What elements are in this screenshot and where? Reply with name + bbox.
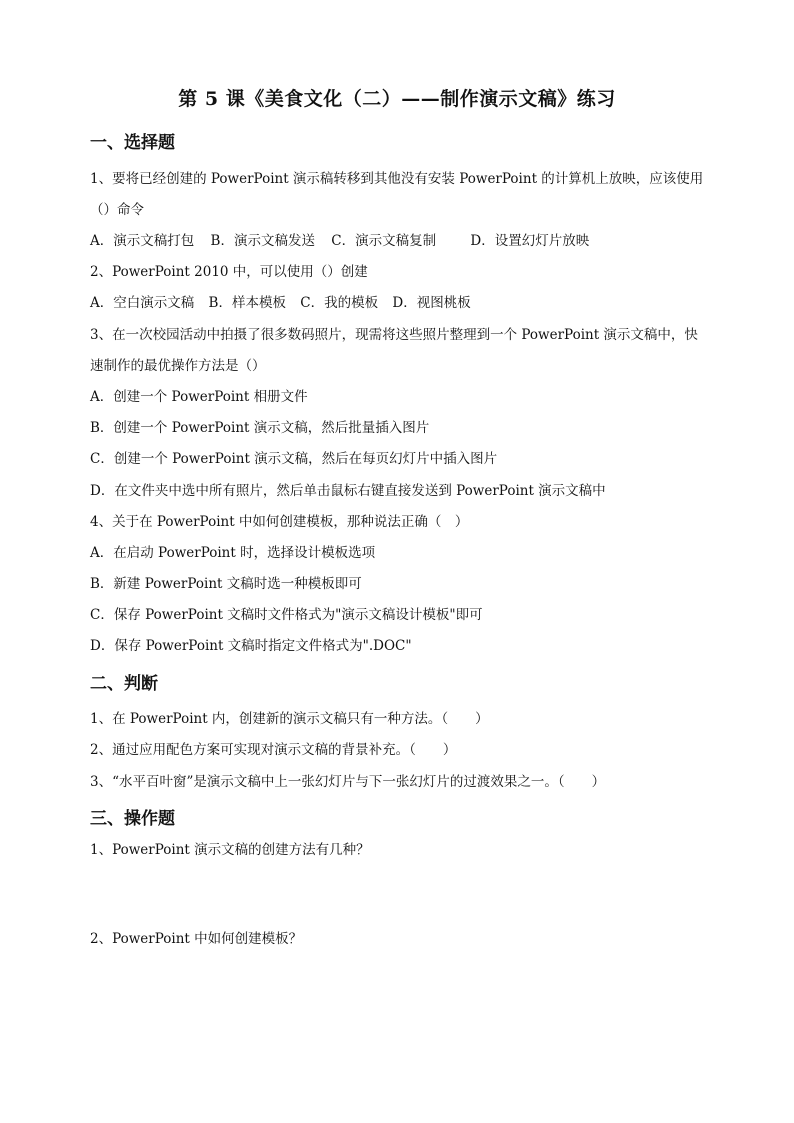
question-3-line-1: 3、在一次校园活动中拍摄了很多数码照片，现需将这些照片整理到一个 PowerPoint 演示文稿中，快 (90, 327, 698, 343)
question-3-option-d: D．在文件夹中选中所有照片，然后单击鼠标右键直接发送到 PowerPoint 演示文稿中 (90, 483, 606, 499)
judgement-item-3: 3、“水平百叶窗”是演示文稿中上一张幻灯片与下一张幻灯片的过渡效果之一。（ ） (90, 774, 606, 790)
option-b: B．样本模板 (208, 295, 286, 311)
judgement-item-2: 2、通过应用配色方案可实现对演示文稿的背景补充。（ ） (90, 742, 457, 758)
question-4-option-b: B．新建 PowerPoint 文稿时选一种模板即可 (90, 576, 362, 592)
question-4-option-c: C．保存 PowerPoint 文稿时文件格式为"演示文稿设计模板"即可 (90, 607, 483, 623)
option-d: D．视图桃板 (392, 295, 471, 311)
question-2-options (90, 291, 471, 311)
option-a: A．演示文稿打包 (90, 233, 195, 249)
operation-item-1: 1、PowerPoint 演示文稿的创建方法有几种？ (90, 842, 370, 858)
question-4-option-a: A．在启动 PowerPoint 时，选择设计模板选项 (90, 545, 376, 561)
question-1-line-1: 1、要将已经创建的 PowerPoint 演示稿转移到其他没有安装 PowerPoint 的计算机上放映，应该使用 (90, 171, 704, 187)
option-a: A．空白演示文稿 (90, 295, 195, 311)
option-c: C．我的模板 (300, 295, 379, 311)
question-3-line-2: 速制作的最优操作方法是（） (90, 358, 266, 374)
question-2-line-1: 2、PowerPoint 2010 中，可以使用（）创建 (90, 264, 368, 280)
question-3-option-b: B．创建一个 PowerPoint 演示文稿，然后批量插入图片 (90, 420, 430, 436)
option-d: D．设置幻灯片放映 (470, 233, 590, 249)
question-1-line-2: （）命令 (90, 202, 144, 218)
section-heading-operation: 三、操作题 (90, 809, 175, 829)
option-b: B．演示文稿发送 (210, 233, 315, 249)
question-1-options (90, 229, 589, 249)
question-3-option-a: A．创建一个 PowerPoint 相册文件 (90, 389, 308, 405)
document-title: 第 5 课《美食文化（二）——制作演示文稿》练习 (178, 88, 616, 110)
judgement-item-1: 1、在 PowerPoint 内，创建新的演示文稿只有一种方法。（ ） (90, 711, 489, 727)
option-c: C．演示文稿复制 (331, 233, 437, 249)
question-4-line-1: 4、关于在 PowerPoint 中如何创建模板，那种说法正确（ ） (90, 514, 469, 530)
question-3-option-c: C．创建一个 PowerPoint 演示文稿，然后在每页幻灯片中插入图片 (90, 451, 498, 467)
section-heading-choice: 一、选择题 (90, 133, 175, 153)
section-heading-judgement: 二、判断 (90, 674, 158, 694)
question-4-option-d: D．保存 PowerPoint 文稿时指定文件格式为".DOC" (90, 638, 412, 654)
operation-item-2: 2、PowerPoint 中如何创建模板？ (90, 931, 303, 947)
